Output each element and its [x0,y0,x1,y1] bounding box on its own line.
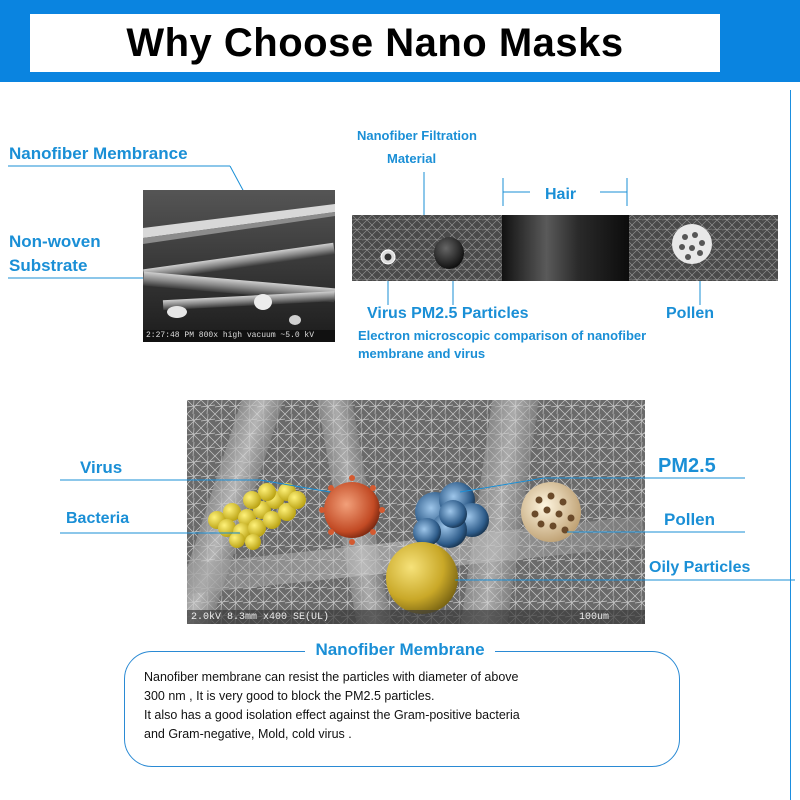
label-filtration-line2: Material [387,151,437,166]
info-line-4: and Gram-negative, Mold, cold virus . [144,727,352,741]
sem-info: 2.0kV 8.3mm x400 SE(UL) [191,612,330,623]
sem-caption: 2:27:48 PM 800x high vacuum ~5.0 kV [146,331,315,340]
info-line-1: Nanofiber membrane can resist the particles with diameter of above [144,670,519,684]
info-box-title: Nanofiber Membrane [305,640,494,659]
info-box-title-wrap [0,640,800,660]
info-box-text [144,668,664,744]
label-bacteria: Bacteria [66,510,130,527]
label-pm25: PM2.5 [658,455,716,477]
label-pollen-top: Pollen [666,305,715,322]
info-line-2: 300 nm , It is very good to block the PM2.5 particles. [144,689,435,703]
label-oily-particles: Oily Particles [649,559,751,576]
label-virus-pm25: Virus PM2.5 Particles [367,305,529,322]
page-title: Why Choose Nano Masks [126,20,624,65]
caption-line1: Electron microscopic comparison of nanofiber [358,328,647,343]
label-virus: Virus [80,458,123,477]
label-nanofiber-membrance: Nanofiber Membrance [9,144,188,163]
info-line-3: It also has a good isolation effect against the Gram-positive bacteria [144,708,520,722]
sem-scale: 100um [579,612,610,623]
label-hair: Hair [545,186,577,203]
label-pollen: Pollen [664,510,716,529]
label-filtration-line1: Nanofiber Filtration [357,128,477,143]
label-nonwoven-line1: Non-woven [9,232,101,251]
caption-line2: membrane and virus [358,346,486,361]
label-nonwoven-line2: Substrate [9,256,88,275]
